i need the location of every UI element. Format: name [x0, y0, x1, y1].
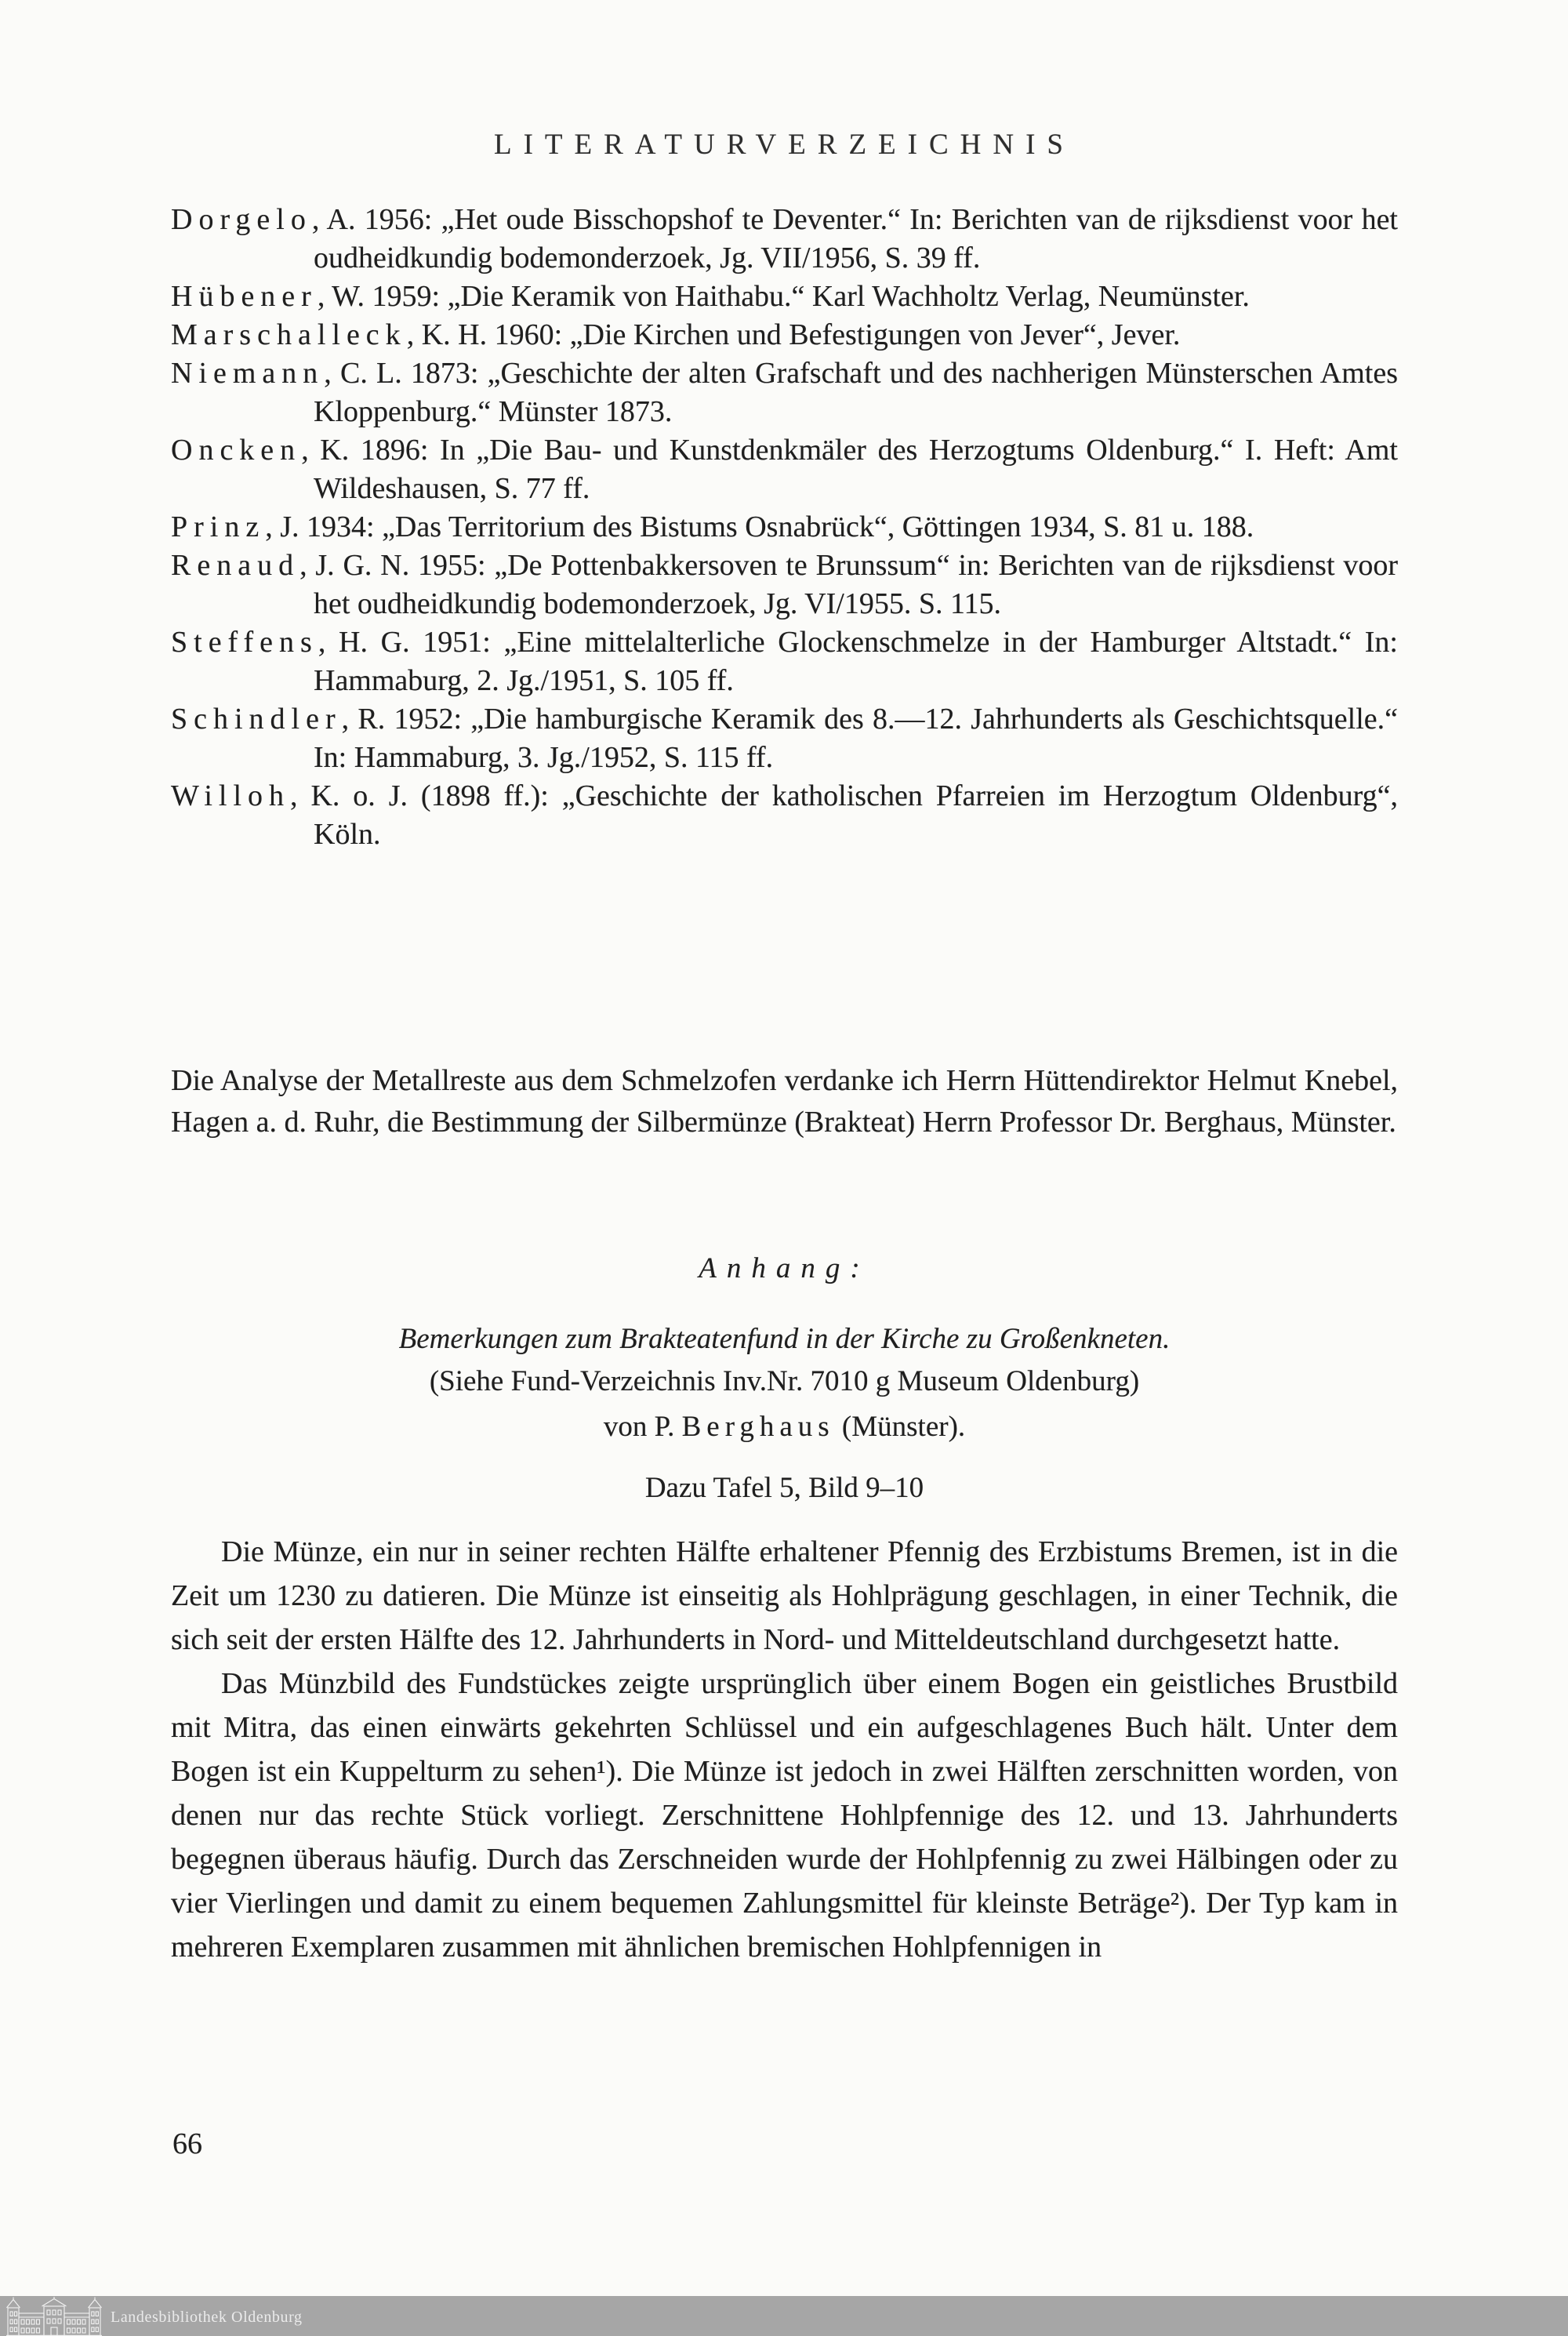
ref-text: , W. 1959: „Die Keramik von Haithabu.“ Karl Wachholtz Verlag, Neumünster. [317, 280, 1250, 313]
bibliography-entry [171, 354, 1398, 431]
acknowledgment-paragraph: Die Analyse der Metallreste aus dem Schmelzofen verdanke ich Herrn Hüttendirektor Helmut Knebel, Hagen a. d. Ruhr, die Bestimmung der Silbermünze (Brakteat) Herrn Professor Dr. Berghaus, Münster. [171, 1064, 1398, 1139]
bibliography-entry [171, 278, 1398, 316]
ref-author: Oncken [171, 434, 302, 467]
appendix-body [171, 1530, 1398, 1969]
author-line-name: Berghaus [681, 1411, 835, 1443]
ref-text: , J. 1934: „Das Territorium des Bistums Osnabrück“, Göttingen 1934, S. 81 u. 188. [265, 510, 1254, 543]
bibliography-entry [171, 547, 1398, 623]
ref-author: Steffens [171, 626, 318, 659]
ref-text: , K. o. J. (1898 ff.): „Geschichte der katholischen Pfarreien im Herzogtum Oldenburg“, Köln. [290, 779, 1398, 851]
ref-author: Dorgelo [171, 203, 312, 236]
bibliography-entry [171, 201, 1398, 278]
bibliography-entry [171, 431, 1398, 508]
ref-text: , A. 1956: „Het oude Bisschopshof te Deventer.“ In: Berichten van de rijksdienst voor het oudheidkundig bodemonderzoek, Jg. VII/1956, S. 39 ff. [311, 203, 1398, 274]
page-number: 66 [172, 2127, 202, 2160]
ref-author: Schindler [171, 703, 342, 736]
appendix-author-line [171, 1410, 1398, 1444]
body-paragraph: Die Münze, ein nur in seiner rechten Hälfte erhaltener Pfennig des Erzbistums Bremen, ist in die Zeit um 1230 zu datieren. Die Münze ist einseitig als Hohlprägung geschlagen, in einer Technik, die sich seit der ersten Hälfte des 12. Jahrhunderts in Nord- und Mitteldeutschland durchgesetzt hatte. [171, 1535, 1398, 1656]
ref-author: Hübener [171, 280, 318, 313]
ref-text: , H. G. 1951: „Eine mittelalterliche Glockenschmelze in der Hamburger Altstadt.“ In: Hammaburg, 2. Jg./1951, S. 105 ff. [314, 626, 1398, 697]
appendix-heading: Anhang: [699, 1252, 870, 1284]
body-paragraph: Das Münzbild des Fundstückes zeigte ursprünglich über einem Bogen ein geistliches Brustbild mit Mitra, das einen einwärts gekehrten Schlüssel und ein aufgeschlagenes Buch hält. Unter dem Bogen ist ein Kuppelturm zu sehen¹). Die Münze ist jedoch in zwei Hälften zerschnitten worden, von denen nur das rechte Stück vorliegt. Zerschnittene Hohlpfennige des 12. und 13. Jahrhunderts begegnen überaus häufig. Durch das Zerschneiden wurde der Hohlpfennig zu zwei Hälbingen oder zu vier Vierlingen und damit zu einem bequemen Zahlungsmittel für kleinste Beträge²). Der Typ kam in mehreren Exemplaren zusammen mit ähnlichen bremischen Hohlpfennigen in [171, 1667, 1398, 1964]
ref-text: , C. L. 1873: „Geschichte der alten Grafschaft und des nachherigen Münsterschen Amtes Kloppenburg.“ Münster 1873. [314, 357, 1398, 428]
appendix-subtitle: Bemerkungen zum Brakteatenfund in der Kirche zu Großenkneten. [398, 1323, 1171, 1355]
library-footer-bar [0, 2296, 1568, 2336]
appendix-reference-line: (Siehe Fund-Verzeichnis Inv.Nr. 7010 g Museum Oldenburg) [429, 1365, 1140, 1397]
bibliography-entry [171, 623, 1398, 700]
library-building-icon [6, 2297, 102, 2336]
bibliography-entry [171, 777, 1398, 854]
ref-author: Willoh [171, 779, 291, 812]
ref-author: Renaud [171, 549, 300, 582]
bibliography-entry [171, 700, 1398, 777]
bibliography-entry [171, 316, 1398, 354]
ref-author: Marschalleck [171, 318, 407, 351]
bibliography-entry [171, 508, 1398, 547]
author-line-prefix: von P. [603, 1411, 675, 1443]
ref-text: , K. H. 1960: „Die Kirchen und Befestigungen von Jever“, Jever. [406, 318, 1181, 351]
ref-text: , J. G. N. 1955: „De Pottenbakkersoven te Brunssum“ in: Berichten van de rijksdienst voor het oudheidkundig bodemonderzoek, Jg. VI/1955. S. 115. [299, 549, 1398, 620]
author-line-suffix: (Münster). [841, 1411, 966, 1443]
ref-author: Prinz [171, 510, 266, 543]
ref-author: Niemann [171, 357, 325, 390]
ref-text: , R. 1952: „Die hamburgische Keramik des 8.—12. Jahrhunderts als Geschichtsquelle.“ In: Hammaburg, 3. Jg./1952, S. 115 ff. [314, 703, 1398, 774]
ref-text: , K. 1896: In „Die Bau- und Kunstdenkmäler des Herzogtums Oldenburg.“ I. Heft: Amt Wildeshausen, S. 77 ff. [301, 434, 1398, 505]
library-name: Landesbibliothek Oldenburg [111, 2309, 303, 2326]
bibliography-list [171, 201, 1398, 854]
page-title: LITERATURVERZEICHNIS [493, 129, 1075, 161]
appendix-plate-line: Dazu Tafel 5, Bild 9–10 [644, 1472, 924, 1504]
